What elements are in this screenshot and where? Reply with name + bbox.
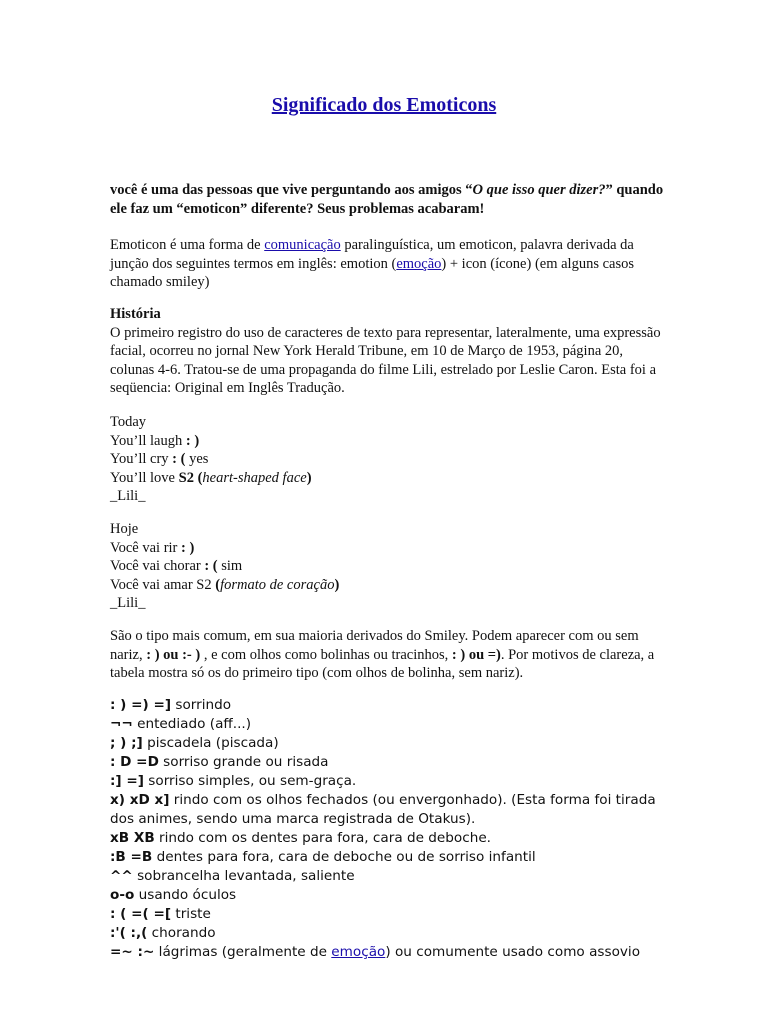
- title-link[interactable]: Significado dos Emoticons: [271, 94, 497, 116]
- emoticon-item: xB XB rindo com os dentes para fora, cara de deboche.: [110, 830, 491, 846]
- emoticon-item: o-o usando óculos: [110, 887, 237, 903]
- emoticon-item: : ( =( =[ triste: [110, 906, 211, 922]
- types-paragraph: São o tipo mais comum, em sua maioria derivados do Smiley. Podem aparecer com ou sem nariz, : ) ou :- ) , e com olhos como bolinhas ou tracinhos, : ) ou =). Por motivos de clareza, a tabela mostra só os do primeiro tipo (com olhos de bolinha, sem nariz).: [110, 628, 655, 682]
- history-section: [110, 305, 670, 398]
- intro-paragraph: [110, 181, 670, 218]
- definition-text-3: ) + icon (ícone) (em alguns casos chamado smiley): [110, 255, 635, 291]
- emoticon-item: ¬¬ entediado (aff...): [110, 716, 252, 732]
- history-text: O primeiro registro do uso de caracteres de texto para representar, lateralmente, uma expressão facial, ocorreu no jornal New York Herald Tribune, em 10 de Março de 1953, página 20, colunas 4-6. Tratou-se de uma propaganda do filme Lili, estrelado por Leslie Caron. Esta foi a seqüencia: Original em Inglês Tradução.: [110, 324, 661, 397]
- emoticon-item: ^^ sobrancelha levantada, saliente: [110, 868, 355, 884]
- portuguese-line-4: Você vai amar S2 (formato de coração): [110, 576, 340, 593]
- portuguese-line-3: Você vai chorar : ( sim: [110, 558, 243, 575]
- definition-paragraph: [110, 236, 670, 292]
- portuguese-line-1: Hoje: [110, 521, 139, 537]
- comunicacao-link[interactable]: comunicação: [264, 237, 341, 253]
- emoticon-item: :B =B dentes para fora, cara de deboche ou de sorriso infantil: [110, 849, 536, 865]
- english-line-5: _Lili_: [110, 488, 146, 505]
- intro-text-2: ” quando ele faz um “emoticon” diferente? Seus problemas acabaram!: [110, 182, 664, 217]
- english-line-4: You’ll love S2 (heart-shaped face): [110, 469, 312, 486]
- page-title: [0, 94, 768, 117]
- definition-text-2: paralinguística, um emoticon, palavra derivada da junção dos seguintes termos em inglês: emotion (: [110, 237, 634, 272]
- intro-quote: O que isso quer dizer?: [472, 182, 606, 198]
- emoticon-item: : D =D sorriso grande ou risada: [110, 754, 329, 770]
- emocao-link-2[interactable]: emoção: [331, 944, 386, 960]
- emoticon-item: :] =] sorriso simples, ou sem-graça.: [110, 773, 357, 789]
- emoticon-list: [110, 696, 666, 962]
- intro-text-1: você é uma das pessoas que vive perguntando aos amigos “: [110, 182, 473, 198]
- portuguese-line-5: _Lili_: [110, 595, 146, 612]
- english-line-3: You’ll cry : ( yes: [110, 451, 209, 468]
- portuguese-line-2: Você vai rir : ): [110, 539, 195, 556]
- english-verse: [110, 413, 670, 506]
- history-heading: História: [110, 306, 161, 322]
- emocao-link[interactable]: emoção: [396, 255, 442, 272]
- english-line-2: You’ll laugh : ): [110, 432, 200, 449]
- english-line-1: Today: [110, 414, 147, 430]
- emoticon-item: : ) =) =] sorrindo: [110, 697, 232, 713]
- emoticon-item: :'( :,( chorando: [110, 925, 216, 941]
- emoticon-item: =~ :~ lágrimas (geralmente de emoção) ou comumente usado como assovio: [110, 944, 641, 960]
- emoticon-item: x) xD x] rindo com os olhos fechados (ou envergonhado). (Esta forma foi tirada dos animes, sendo uma marca registrada de Otakus).: [110, 792, 656, 827]
- emoticon-item: ; ) ;] piscadela (piscada): [110, 735, 279, 751]
- portuguese-verse: [110, 520, 670, 613]
- definition-text-1: Emoticon é uma forma de: [110, 237, 265, 253]
